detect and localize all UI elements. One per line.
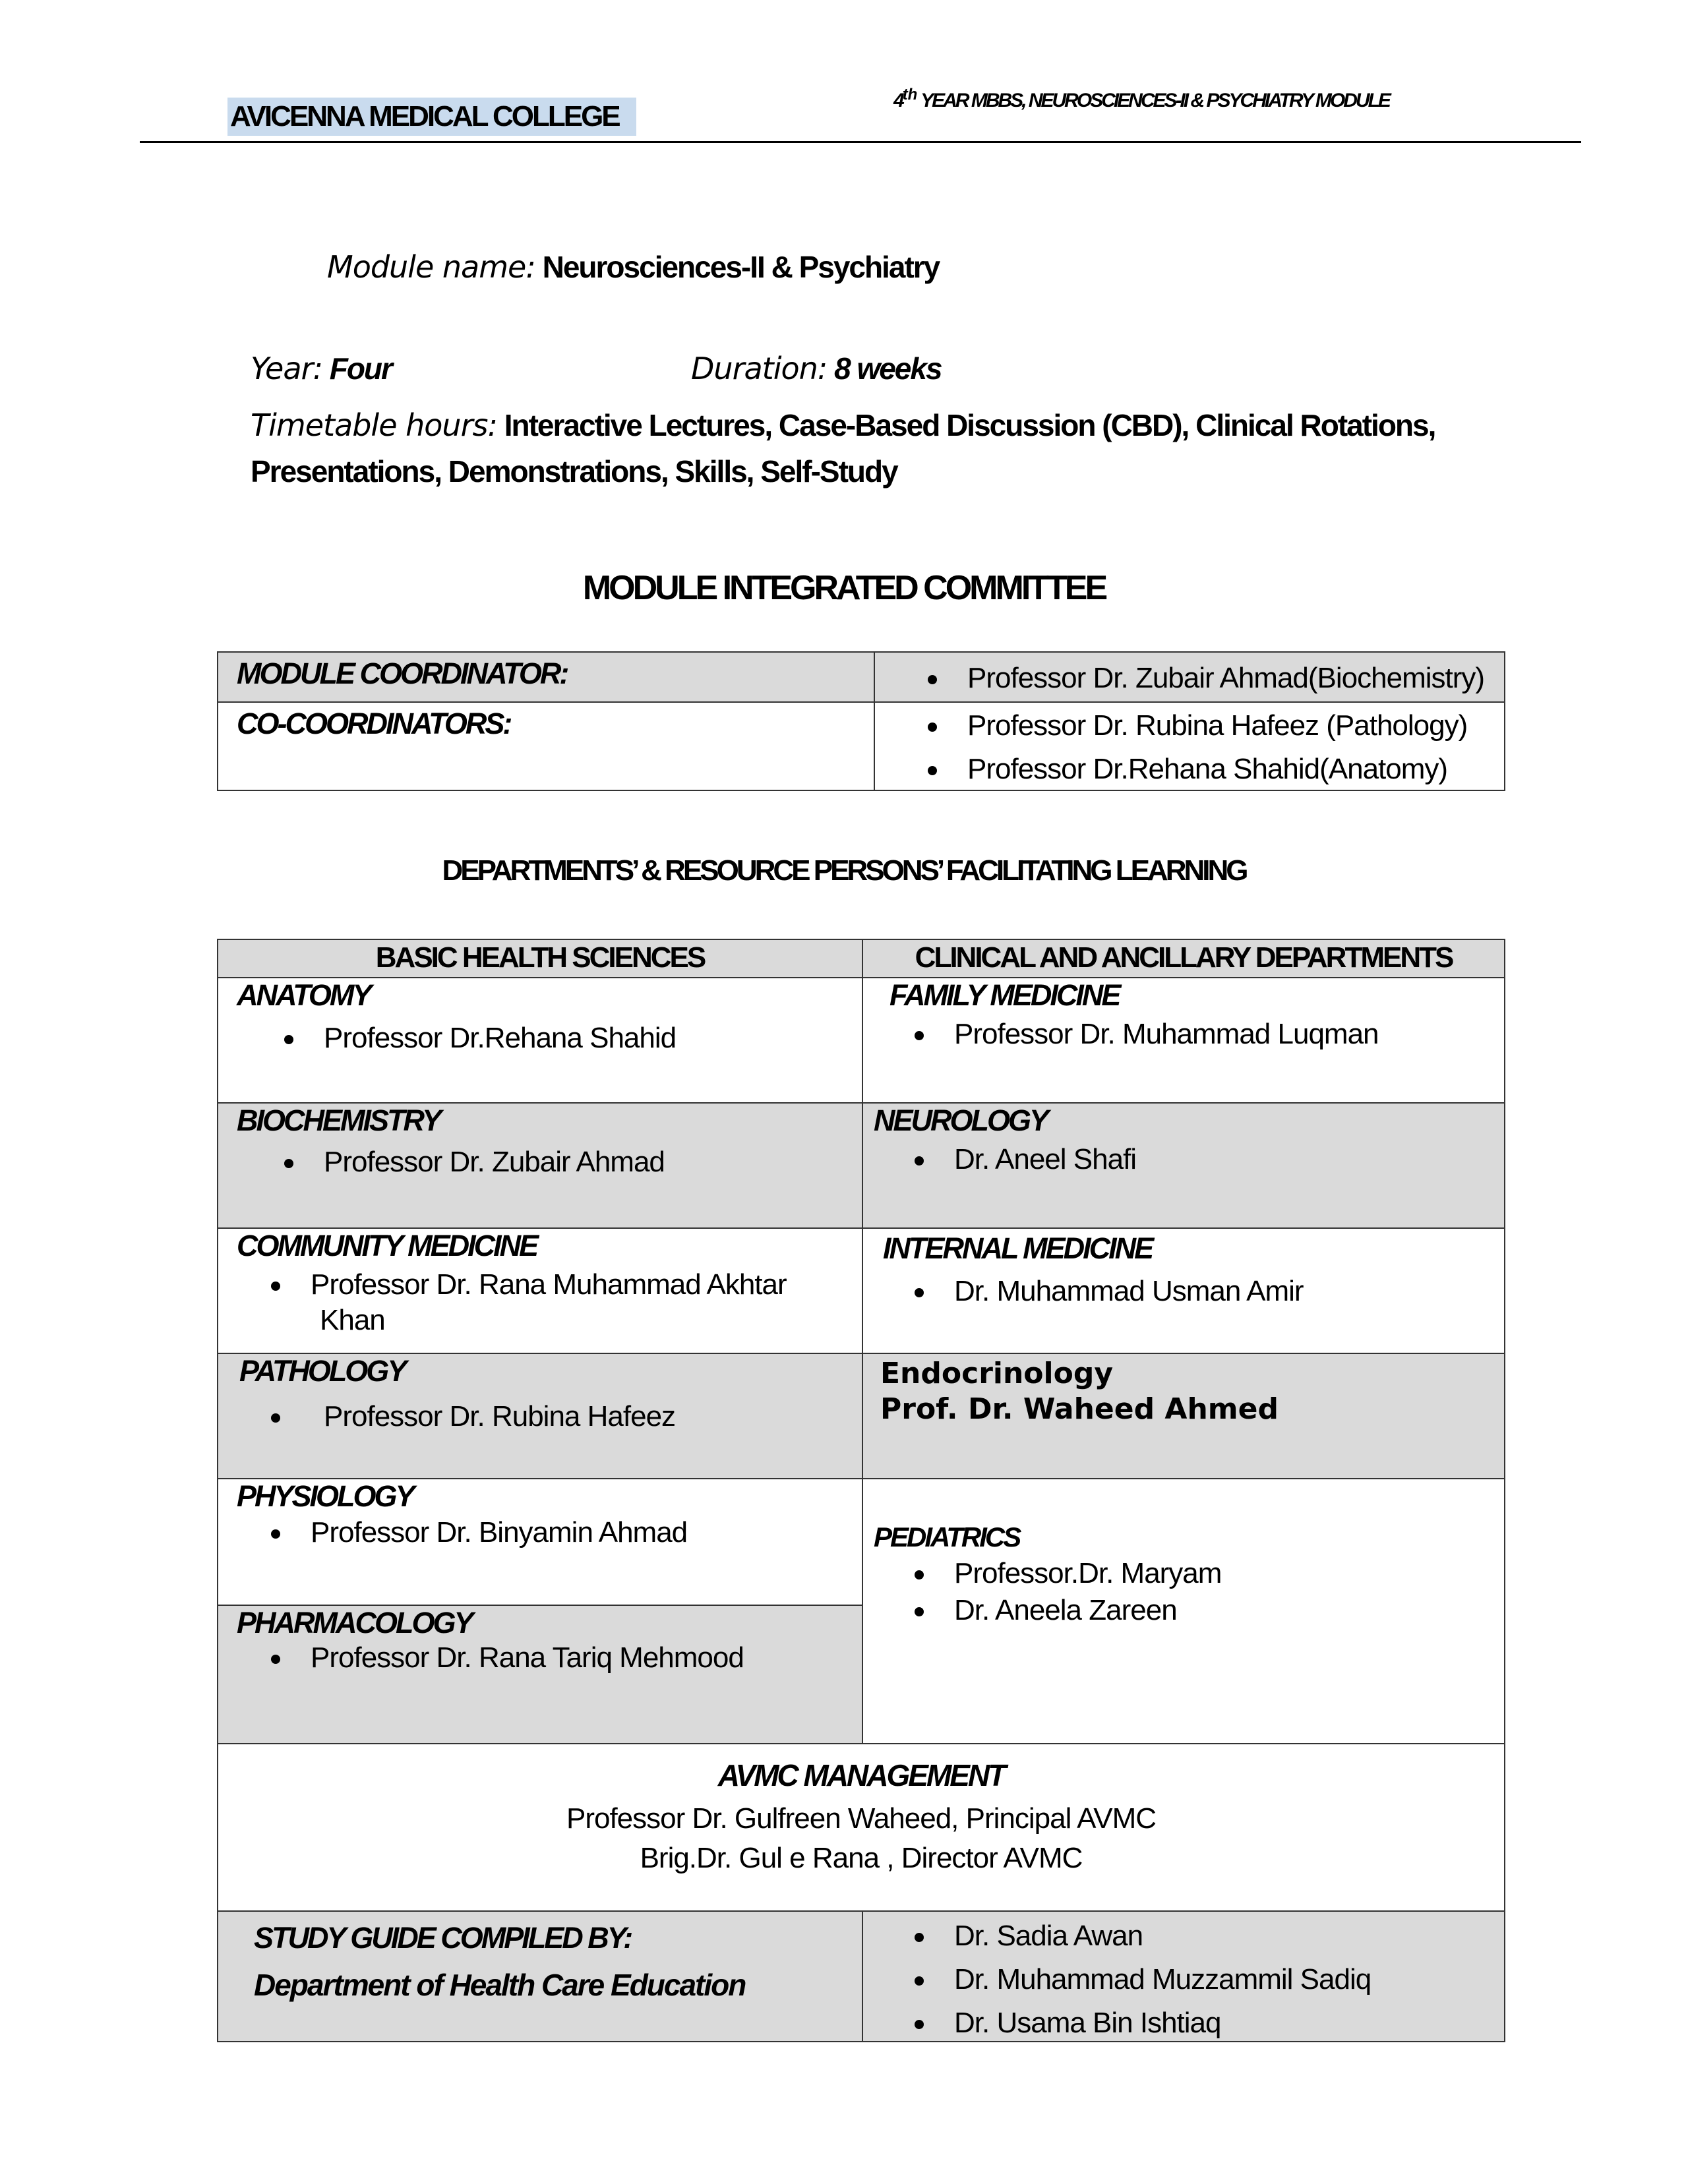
pediatrics-cell — [862, 1478, 1505, 1744]
departments-title: DEPARTMENTS’ & RESOURCE PERSONS’ FACILITATING LEARNING — [442, 854, 1246, 887]
neurology-heading: NEUROLOGY — [874, 1104, 1048, 1137]
basic-sciences-header — [217, 939, 863, 978]
compiler-person — [915, 1963, 1371, 1996]
biochemistry-person — [284, 1146, 665, 1179]
person-name: Dr. Usama Bin Ishtiaq — [954, 2007, 1221, 2039]
cocoordinators-label-cell — [217, 701, 875, 791]
bullet-icon — [915, 2020, 924, 2029]
duration-line — [691, 351, 942, 386]
duration-label: Duration: — [691, 351, 828, 386]
family-medicine-heading: FAMILY MEDICINE — [889, 978, 1120, 1012]
bullet-icon — [271, 1413, 280, 1423]
internal-medicine-cell — [862, 1227, 1505, 1354]
timetable-value-2: Presentations, Demonstrations, Skills, Self-Study — [251, 454, 897, 488]
bullet-icon — [928, 723, 937, 732]
coordinator-cell — [874, 651, 1505, 703]
compiler-person — [915, 1920, 1143, 1953]
family-medicine-cell — [862, 977, 1505, 1104]
physiology-heading: PHYSIOLOGY — [237, 1479, 413, 1513]
family-medicine-person — [915, 1018, 1379, 1051]
management-line-1: Professor Dr. Gulfreen Waheed, Principal AVMC — [566, 1802, 1157, 1835]
pharmacology-person — [271, 1641, 744, 1674]
module-name-label: Module name: — [327, 249, 535, 285]
internal-medicine-heading: INTERNAL MEDICINE — [883, 1231, 1153, 1265]
bullet-icon — [915, 1288, 924, 1297]
endocrinology-person: Prof. Dr. Waheed Ahmed — [880, 1392, 1279, 1426]
bullet-icon — [271, 1529, 280, 1539]
person-name: Dr. Aneel Shafi — [954, 1143, 1137, 1175]
cocoordinators-label: CO-COORDINATORS: — [237, 707, 511, 740]
endocrinology-cell — [862, 1353, 1505, 1479]
endocrinology-heading: Endocrinology — [880, 1357, 1114, 1390]
coordinator-label: MODULE COORDINATOR: — [237, 657, 568, 690]
neurology-cell — [862, 1102, 1505, 1229]
college-name: AVICENNA MEDICAL COLLEGE — [227, 98, 636, 136]
person-name: Professor Dr. Rana Tariq Mehmood — [311, 1641, 744, 1674]
bullet-icon — [928, 675, 937, 684]
pediatrics-heading: PEDIATRICS — [874, 1521, 1020, 1552]
bullet-icon — [271, 1655, 280, 1664]
clinical-title: CLINICAL AND ANCILLARY DEPARTMENTS — [915, 941, 1453, 974]
bullet-icon — [915, 1607, 924, 1616]
bullet-icon — [915, 1976, 924, 1986]
clinical-header — [862, 939, 1505, 978]
person-name: Professor Dr.Rehana Shahid — [324, 1022, 677, 1054]
community-medicine-heading: COMMUNITY MEDICINE — [237, 1229, 537, 1262]
compiled-people-cell — [862, 1910, 1505, 2042]
person-name: Professor Dr. Rana Muhammad Akhtar — [311, 1268, 787, 1301]
bullet-icon — [915, 1933, 924, 1942]
anatomy-cell — [217, 977, 863, 1104]
pharmacology-cell — [217, 1605, 863, 1744]
year-value: Four — [329, 351, 392, 386]
module-name-line — [327, 249, 939, 285]
community-medicine-person-cont: Khan — [320, 1304, 385, 1336]
compiled-label: STUDY GUIDE COMPILED BY: — [254, 1921, 632, 1955]
running-header — [893, 86, 1389, 112]
person-name: Dr. Sadia Awan — [954, 1920, 1143, 1952]
pathology-heading: PATHOLOGY — [239, 1354, 406, 1388]
pathology-person — [271, 1400, 675, 1433]
pharmacology-heading: PHARMACOLOGY — [237, 1606, 472, 1639]
cocoordinators-cell — [874, 701, 1505, 791]
basic-sciences-title: BASIC HEALTH SCIENCES — [375, 941, 705, 974]
person-name: Professor Dr. Rubina Hafeez — [324, 1400, 676, 1432]
header-year-number: 4 — [893, 90, 903, 111]
biochemistry-cell — [217, 1102, 863, 1229]
physiology-person — [271, 1516, 687, 1549]
coordinator-item — [928, 662, 1484, 695]
person-name: Dr. Muhammad Usman Amir — [954, 1275, 1304, 1307]
coordinator-name: Professor Dr. Zubair Ahmad(Biochemistry) — [967, 662, 1485, 694]
bullet-icon — [915, 1156, 924, 1166]
anatomy-person — [284, 1022, 676, 1055]
person-name: Professor.Dr. Maryam — [954, 1557, 1222, 1589]
duration-value: 8 weeks — [834, 351, 942, 386]
management-line-2: Brig.Dr. Gul e Rana , Director AVMC — [640, 1842, 1083, 1874]
header-year-suffix: th — [902, 86, 918, 103]
bullet-icon — [928, 766, 937, 775]
person-name: Professor Dr. Zubair Ahmad — [324, 1146, 665, 1178]
person-name: Professor Dr. Muhammad Luqman — [954, 1018, 1379, 1050]
bullet-icon — [915, 1031, 924, 1040]
community-medicine-person — [271, 1268, 787, 1301]
coordinator-label-cell — [217, 651, 875, 703]
person-name: Dr. Aneela Zareen — [954, 1594, 1177, 1626]
community-medicine-cell — [217, 1227, 863, 1354]
pathology-cell — [217, 1353, 863, 1479]
timetable-label: Timetable hours: — [251, 407, 497, 443]
biochemistry-heading: BIOCHEMISTRY — [237, 1104, 440, 1137]
compiled-label-cell — [217, 1910, 863, 2042]
module-name-value: Neurosciences-II & Psychiatry — [542, 250, 940, 284]
timetable-line — [251, 407, 1435, 443]
bullet-icon — [915, 1570, 924, 1579]
neurology-person — [915, 1143, 1136, 1176]
management-cell — [217, 1743, 1505, 1912]
pediatrics-person — [915, 1594, 1177, 1627]
person-name: Dr. Muhammad Muzzammil Sadiq — [954, 1963, 1372, 1995]
cocoordinator-name: Professor Dr. Rubina Hafeez (Pathology) — [967, 709, 1468, 742]
committee-title: MODULE INTEGRATED COMMITTEE — [582, 569, 1106, 607]
internal-medicine-person — [915, 1275, 1304, 1308]
pediatrics-person — [915, 1557, 1221, 1590]
bullet-icon — [284, 1035, 293, 1044]
header-rule — [140, 141, 1581, 143]
management-title: AVMC MANAGEMENT — [717, 1758, 1005, 1792]
header-module-text: YEAR MBBS, NEUROSCIENCES-II & PSYCHIATRY MODULE — [920, 90, 1389, 111]
person-name: Professor Dr. Binyamin Ahmad — [311, 1516, 688, 1549]
year-label: Year: — [251, 351, 322, 386]
timetable-value-1: Interactive Lectures, Case-Based Discussion (CBD), Clinical Rotations, — [504, 408, 1435, 442]
cocoordinator-item — [928, 753, 1447, 786]
bullet-icon — [284, 1159, 293, 1168]
cocoordinator-name: Professor Dr.Rehana Shahid(Anatomy) — [967, 753, 1448, 785]
year-line — [251, 351, 392, 386]
compiled-dept: Department of Health Care Education — [254, 1968, 746, 2002]
compiler-person — [915, 2007, 1221, 2040]
anatomy-heading: ANATOMY — [237, 978, 371, 1012]
physiology-cell — [217, 1478, 863, 1606]
bullet-icon — [271, 1282, 280, 1291]
cocoordinator-item — [928, 709, 1467, 742]
